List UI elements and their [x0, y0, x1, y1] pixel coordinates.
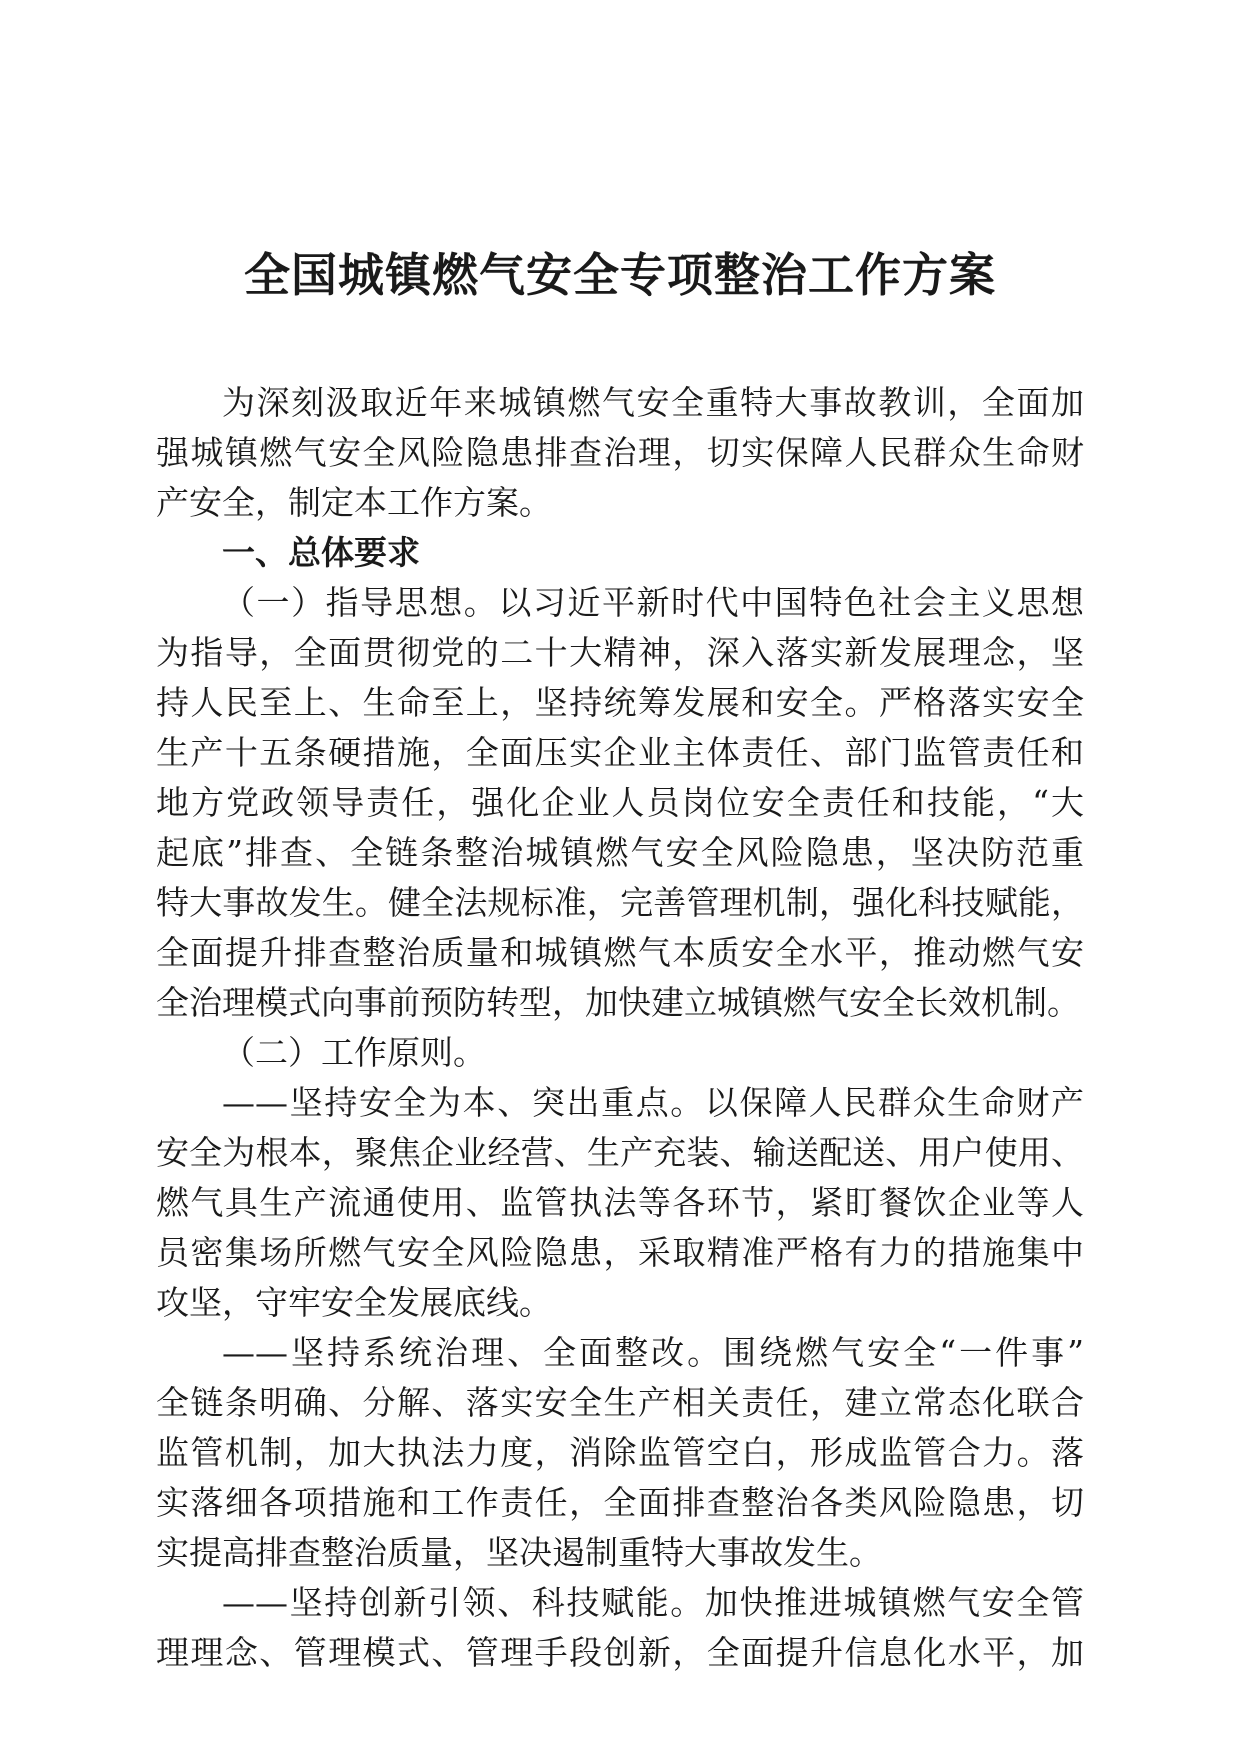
subsection-heading-work-principles: （二）工作原则。 — [222, 1033, 486, 1072]
paragraph-guiding-thought-line-7: 特大事故发生。健全法规标准，完善管理机制，强化科技赋能， — [156, 883, 1084, 922]
paragraph-principle-2-line-1: ——坚持系统治理、全面整改。围绕燃气安全“一件事” — [222, 1333, 1084, 1372]
paragraph-principle-1-line-2: 安全为根本，聚焦企业经营、生产充装、输送配送、用户使用、 — [156, 1133, 1084, 1172]
paragraph-principle-1-line-4: 员密集场所燃气安全风险隐患，采取精准严格有力的措施集中 — [156, 1233, 1084, 1272]
paragraph-principle-2-line-2: 全链条明确、分解、落实安全生产相关责任，建立常态化联合 — [156, 1383, 1084, 1422]
paragraph-principle-1-line-5: 攻坚，守牢安全发展底线。 — [156, 1283, 552, 1322]
paragraph-guiding-thought-line-8: 全面提升排查整治质量和城镇燃气本质安全水平，推动燃气安 — [156, 933, 1084, 972]
document-title: 全国城镇燃气安全专项整治工作方案 — [244, 248, 996, 302]
paragraph-guiding-thought-line-6: 起底”排查、全链条整治城镇燃气安全风险隐患，坚决防范重 — [156, 833, 1084, 872]
paragraph-guiding-thought-line-4: 生产十五条硬措施，全面压实企业主体责任、部门监管责任和 — [156, 733, 1084, 772]
paragraph-principle-2-line-5: 实提高排查整治质量，坚决遏制重特大事故发生。 — [156, 1533, 882, 1572]
paragraph-intro-line-3: 产安全，制定本工作方案。 — [156, 483, 552, 522]
paragraph-guiding-thought-line-9: 全治理模式向事前预防转型，加快建立城镇燃气安全长效机制。 — [156, 983, 1080, 1022]
paragraph-principle-2-line-4: 实落细各项措施和工作责任，全面排查整治各类风险隐患，切 — [156, 1483, 1084, 1522]
paragraph-principle-1-line-1: ——坚持安全为本、突出重点。以保障人民群众生命财产 — [222, 1083, 1084, 1122]
paragraph-guiding-thought-line-1: （一）指导思想。以习近平新时代中国特色社会主义思想 — [222, 583, 1084, 622]
paragraph-intro-line-1: 为深刻汲取近年来城镇燃气安全重特大事故教训，全面加 — [222, 383, 1084, 422]
paragraph-guiding-thought-line-3: 持人民至上、生命至上，坚持统筹发展和安全。严格落实安全 — [156, 683, 1084, 722]
paragraph-intro-line-2: 强城镇燃气安全风险隐患排查治理，切实保障人民群众生命财 — [156, 433, 1084, 472]
paragraph-guiding-thought-line-2: 为指导，全面贯彻党的二十大精神，深入落实新发展理念，坚 — [156, 633, 1084, 672]
paragraph-principle-1-line-3: 燃气具生产流通使用、监管执法等各环节，紧盯餐饮企业等人 — [156, 1183, 1084, 1222]
paragraph-principle-2-line-3: 监管机制，加大执法力度，消除监管空白，形成监管合力。落 — [156, 1433, 1084, 1472]
paragraph-guiding-thought-line-5: 地方党政领导责任，强化企业人员岗位安全责任和技能，“大 — [156, 783, 1084, 822]
paragraph-principle-3-line-1: ——坚持创新引领、科技赋能。加快推进城镇燃气安全管 — [222, 1583, 1084, 1622]
paragraph-principle-3-line-2: 理理念、管理模式、管理手段创新，全面提升信息化水平，加 — [156, 1633, 1084, 1672]
document-body — [156, 378, 1084, 1678]
section-heading-general-requirements: 一、总体要求 — [222, 533, 420, 572]
